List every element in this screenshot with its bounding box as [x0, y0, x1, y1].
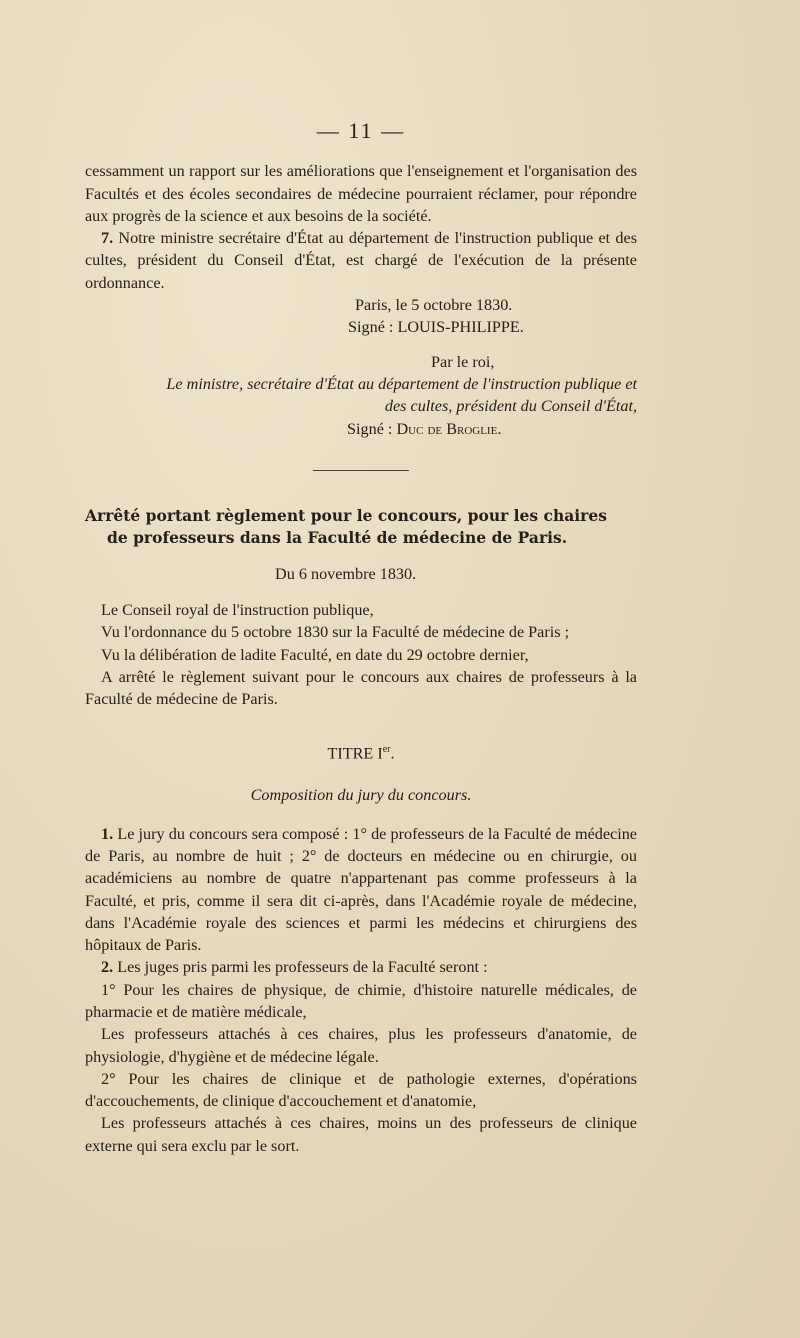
document-page [85, 120, 637, 1157]
decree-heading [85, 505, 637, 549]
section-subtitle: Composition du jury du concours. [250, 786, 472, 805]
minister-title: Le ministre, secrétaire d'État au département de l'instruction publique et des cultes, président du Conseil d'État, [166, 374, 637, 416]
minister-signature [347, 418, 637, 440]
decree-heading-line2: de professeurs dans la Faculté de médecine de Paris. [107, 527, 568, 547]
article-7-text: Notre ministre secrétaire d'État au département de l'instruction publique et des cultes, président du Conseil d'État, est chargé de l'exécution de la présente ordonnance. [85, 229, 637, 292]
title-heading [85, 739, 637, 765]
title-superscript: er [382, 743, 391, 755]
article-2-text: Les juges pris parmi les professeurs de la Faculté seront : [117, 958, 488, 977]
page-number: — 11 — [316, 118, 406, 143]
title-text: TITRE I [327, 744, 383, 763]
signed-prefix: Signé : [347, 419, 397, 438]
title-dot: . [390, 744, 395, 763]
decree-date: Du 6 novembre 1830. [275, 564, 417, 583]
article-2-paragraph: Les professeurs attachés à ces chaires, moins un des professeurs de clinique externe qui sera exclu par le sort. [85, 1114, 637, 1155]
article-2-number: 2. [101, 958, 114, 977]
article-7 [85, 227, 637, 294]
article-2 [85, 956, 637, 978]
article-2-paragraph: 1° Pour les chaires de physique, de chimie, d'histoire naturelle médicales, de pharmacie et de matière médicale, [85, 980, 637, 1021]
paragraph-continuation: cessamment un rapport sur les améliorations que l'enseignement et l'organisation des Facultés et des écoles secondaires de médecine pourraient réclamer, pour répondre aux progrès de la science et aux besoins de la société. [85, 162, 637, 225]
body-paragraph: Vu l'ordonnance du 5 octobre 1830 sur la Faculté de médecine de Paris ; [101, 623, 570, 642]
minister-name: Duc de Broglie. [396, 419, 502, 438]
body-paragraph: Vu la délibération de ladite Faculté, en date du 29 octobre dernier, [101, 645, 529, 664]
article-1-number: 1. [101, 824, 114, 843]
body-paragraph: A arrêté le règlement suivant pour le concours aux chaires de professeurs à la Faculté de médecine de Paris. [85, 668, 637, 709]
decree-heading-line1: Arrêté portant règlement pour le concours, pour les chaires [85, 505, 607, 525]
section-divider [313, 470, 409, 471]
article-7-number: 7. [101, 229, 114, 248]
article-2-paragraph: 2° Pour les chaires de clinique et de pathologie externes, d'opérations d'accouchements, de clinique d'accouchement et d'anatomie, [85, 1069, 637, 1111]
par-le-roi: Par le roi, [431, 352, 495, 371]
body-paragraph: Le Conseil royal de l'instruction publique, [101, 601, 374, 620]
article-2-paragraph: Les professeurs attachés à ces chaires, plus les professeurs d'anatomie, de physiologie, d'hygiène et de médecine légale. [85, 1025, 637, 1066]
article-1 [85, 823, 637, 957]
king-signature: Signé : LOUIS-PHILIPPE. [348, 318, 524, 337]
place-date: Paris, le 5 octobre 1830. [355, 296, 513, 315]
article-1-text: Le jury du concours sera composé : 1° de professeurs de la Faculté de médecine de Paris, au nombre de huit ; 2° de docteurs en médecine ou en chirurgie, ou académiciens au nombre de quatre n'appartenant pas comme professeurs à la Faculté, et pris, comme il sera dit ci-après, dans l'Académie royale de médecine, dans l'Académie royale des sciences et parmi les médecins et chirurgiens des hôpitaux de Paris. [85, 824, 637, 955]
